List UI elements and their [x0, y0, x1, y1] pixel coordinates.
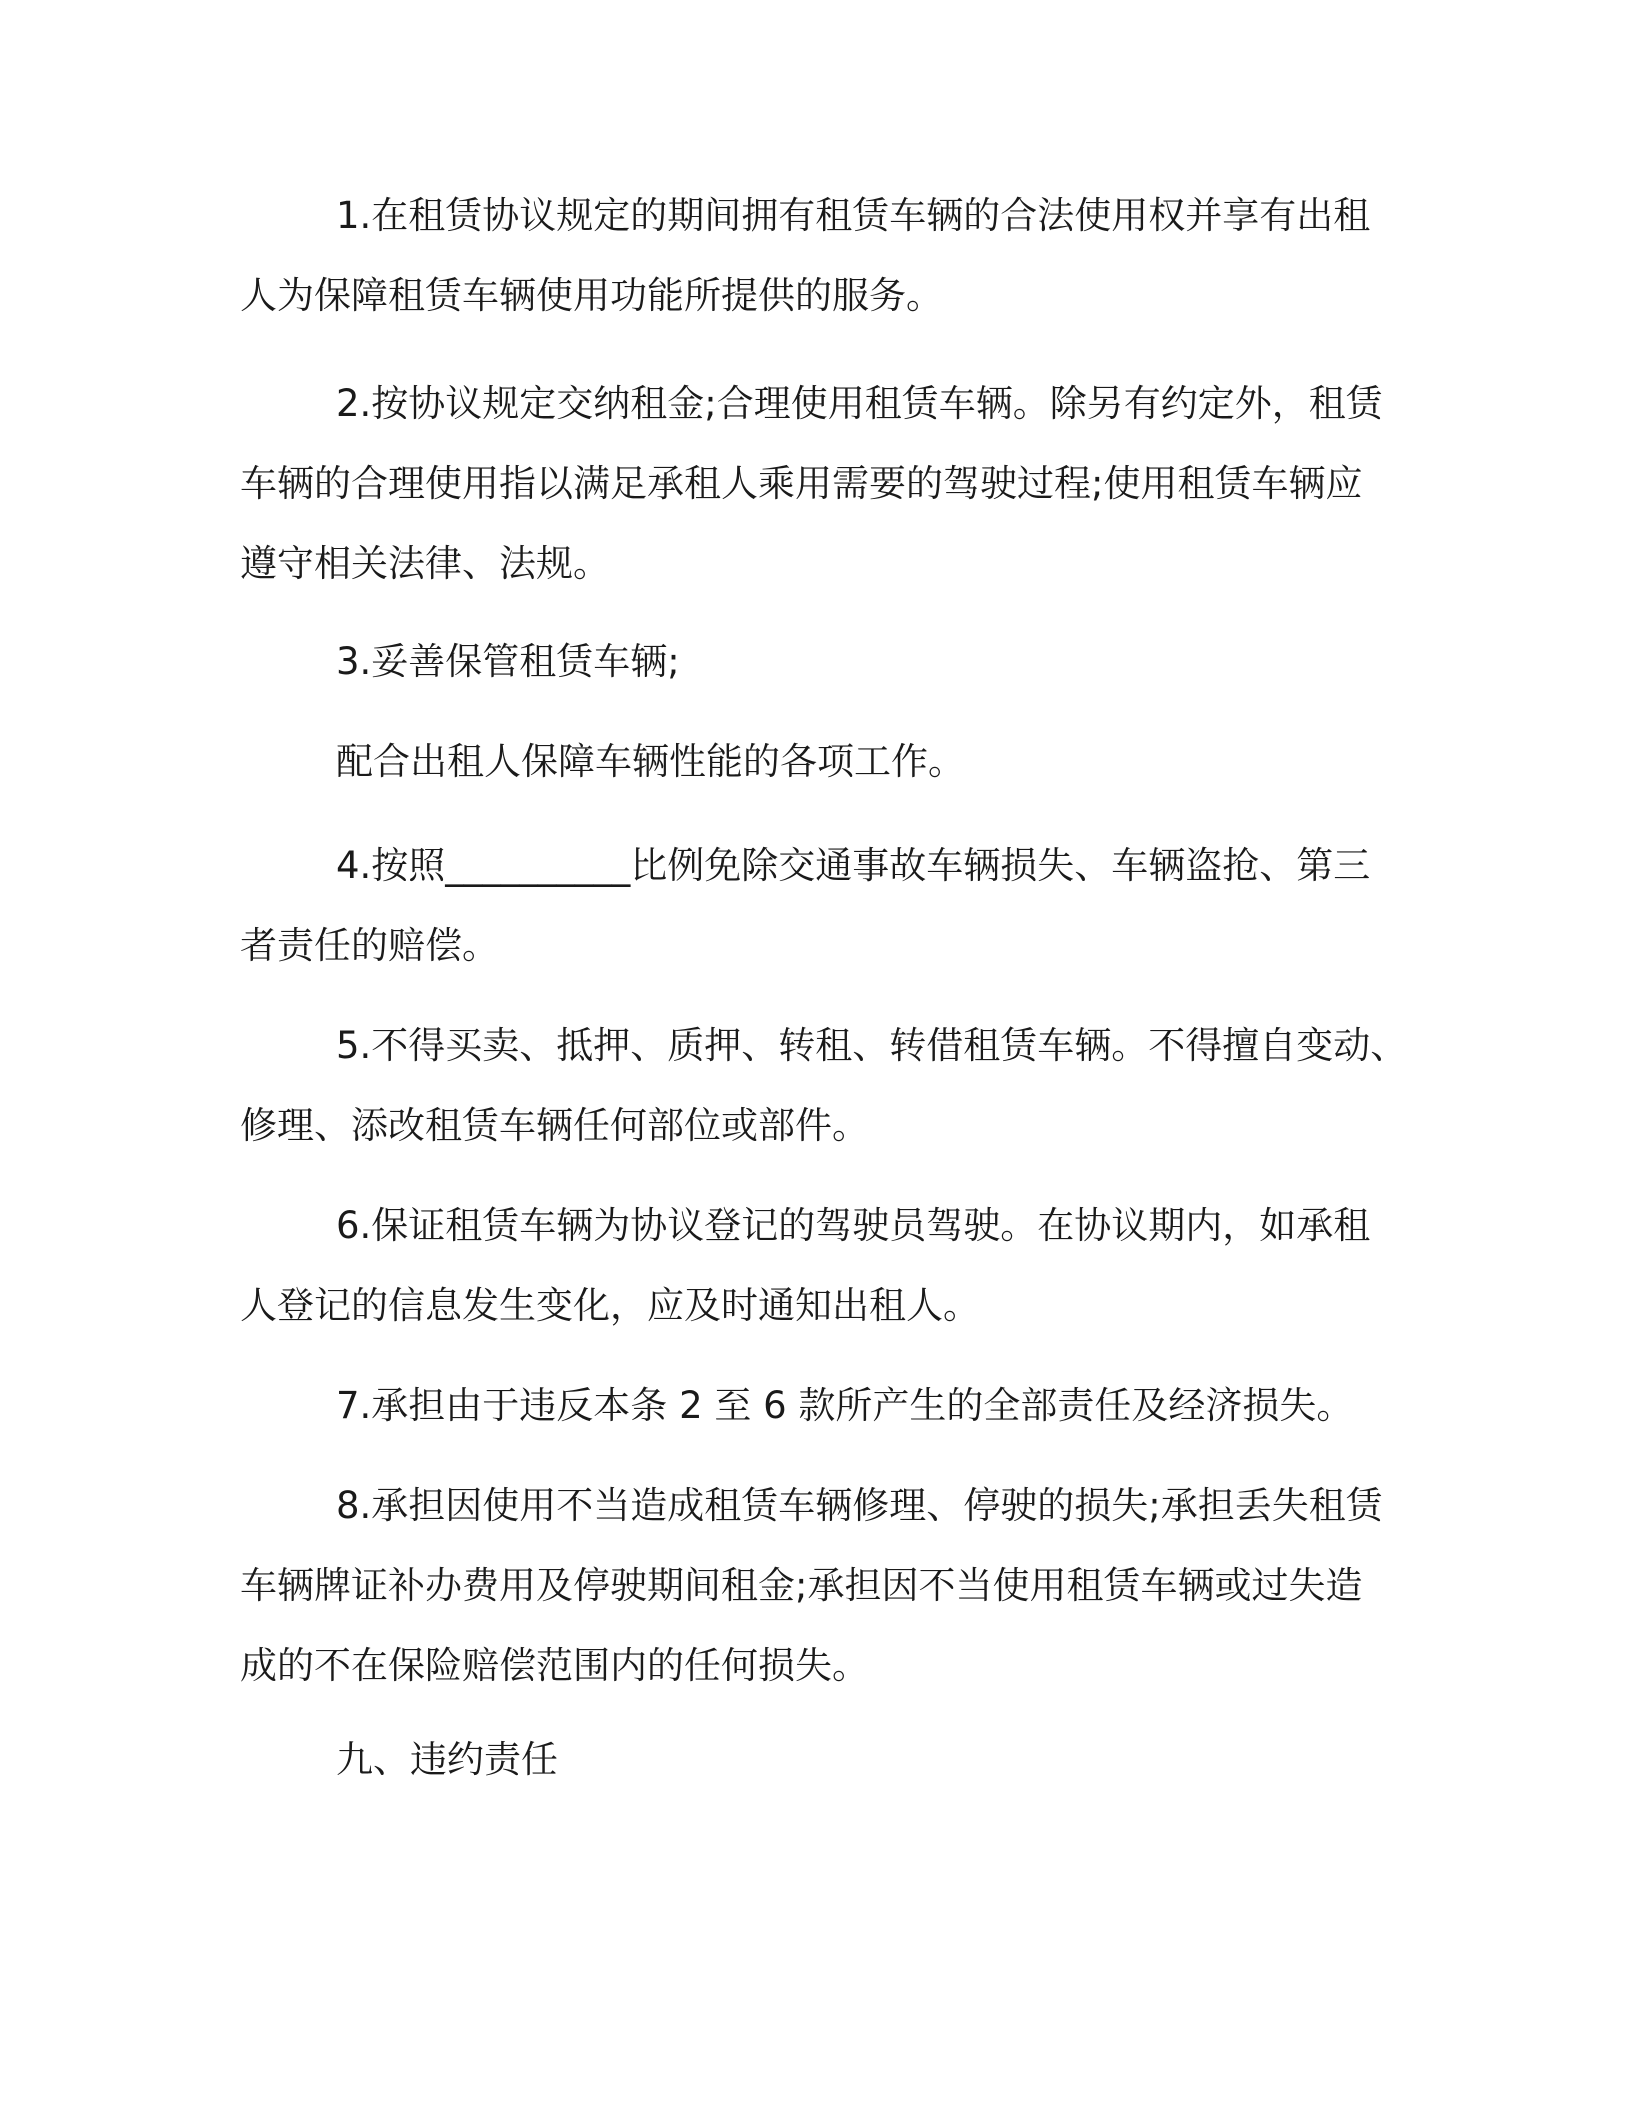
paragraph-line: 2.按协议规定交纳租金;合理使用租赁车辆。除另有约定外，租赁 [336, 382, 1383, 425]
paragraph-7 [240, 1186, 1390, 1346]
paragraph-6 [240, 1006, 1408, 1166]
paragraph-line: 8.承担因使用不当造成租赁车辆修理、停驶的损失;承担丢失租赁 [336, 1484, 1383, 1527]
paragraph-4 [240, 722, 1390, 802]
paragraph-8 [240, 1366, 1390, 1446]
paragraph-line: 成的不在保险赔偿范围内的任何损失。 [240, 1644, 869, 1687]
paragraph-line: 4.按照__________比例免除交通事故车辆损失、车辆盗抢、第三 [336, 844, 1371, 887]
paragraph-1 [240, 176, 1390, 336]
section-heading-text: 九、违约责任 [336, 1738, 558, 1781]
paragraph-line: 人登记的信息发生变化，应及时通知出租人。 [240, 1284, 980, 1327]
paragraph-line: 1.在租赁协议规定的期间拥有租赁车辆的合法使用权并享有出租 [336, 194, 1371, 237]
paragraph-3 [240, 622, 1390, 702]
section-heading [240, 1720, 1390, 1800]
paragraph-2 [240, 364, 1390, 604]
paragraph-line: 车辆的合理使用指以满足承租人乘用需要的驾驶过程;使用租赁车辆应 [240, 462, 1363, 505]
paragraph-line: 者责任的赔偿。 [240, 924, 499, 967]
paragraph-line: 遵守相关法律、法规。 [240, 542, 610, 585]
paragraph-5 [240, 826, 1390, 986]
paragraph-line: 人为保障租赁车辆使用功能所提供的服务。 [240, 274, 943, 317]
paragraph-line: 3.妥善保管租赁车辆; [336, 640, 680, 683]
paragraph-line: 修理、添改租赁车辆任何部位或部件。 [240, 1104, 869, 1147]
paragraph-line: 6.保证租赁车辆为协议登记的驾驶员驾驶。在协议期内，如承租 [336, 1204, 1371, 1247]
paragraph-line: 车辆牌证补办费用及停驶期间租金;承担因不当使用租赁车辆或过失造 [240, 1564, 1363, 1607]
paragraph-line: 配合出租人保障车辆性能的各项工作。 [336, 740, 965, 783]
paragraph-9 [240, 1466, 1390, 1706]
paragraph-line: 5.不得买卖、抵押、质押、转租、转借租赁车辆。不得擅自变动、 [336, 1024, 1408, 1067]
paragraph-line: 7.承担由于违反本条 2 至 6 款所产生的全部责任及经济损失。 [336, 1384, 1354, 1427]
